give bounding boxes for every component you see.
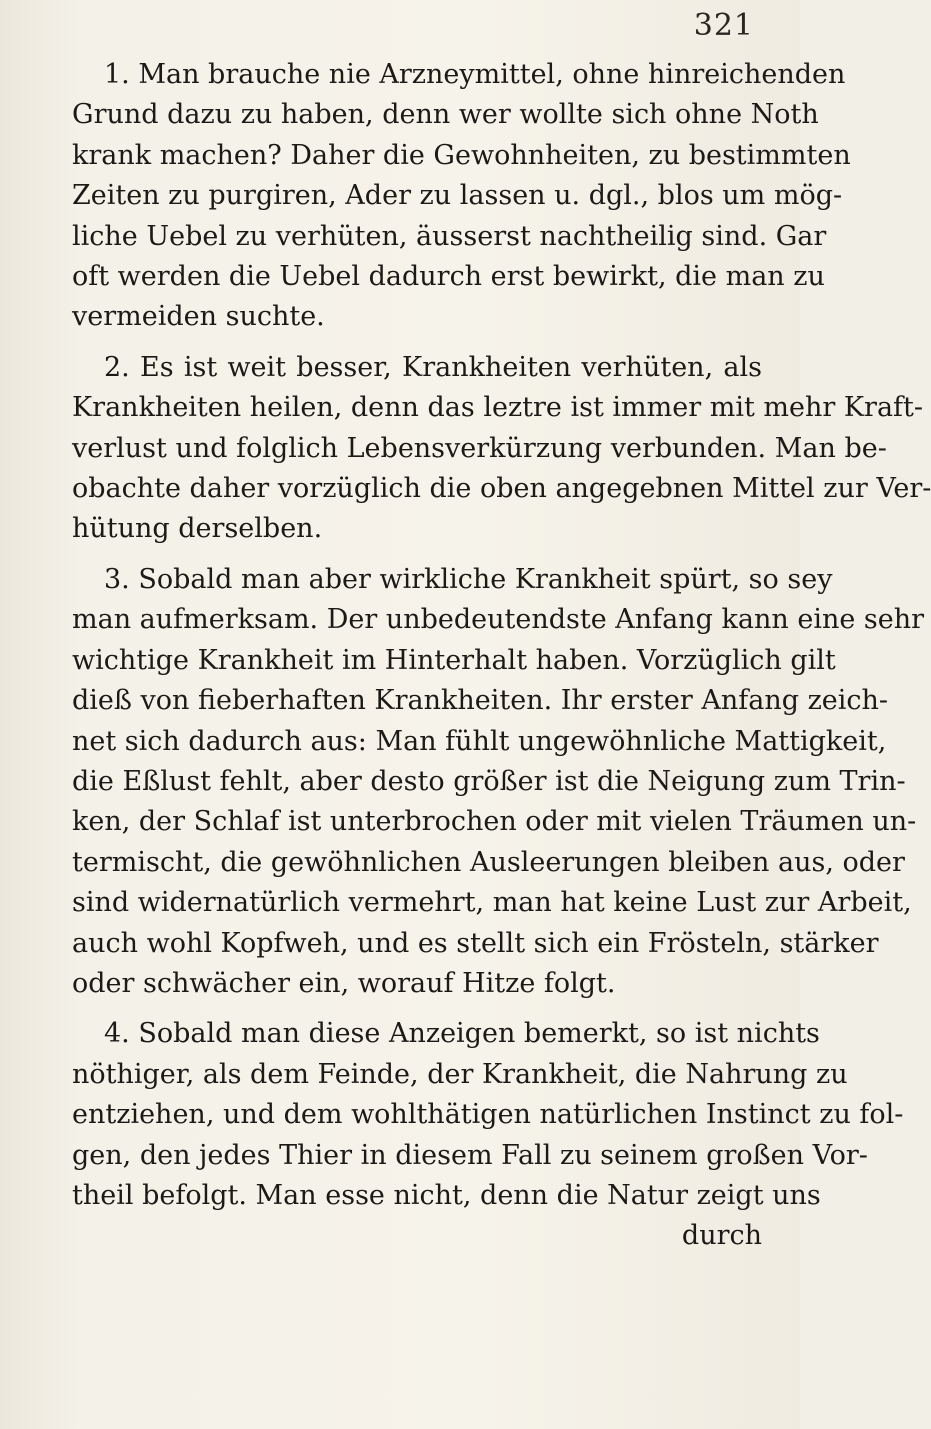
text-line: termischt, die gewöhnlichen Ausleerungen bleiben aus, oder: [72, 846, 905, 878]
text-line: ken, der Schlaf ist unterbrochen oder mit vielen Träumen un-: [72, 806, 917, 838]
text-line: nöthiger, als dem Feinde, der Krankheit, die Nahrung zu: [72, 1058, 848, 1090]
text-line: oft werden die Uebel dadurch erst bewirkt, die man zu: [72, 261, 825, 293]
text-line: obachte daher vorzüglich die oben angegebnen Mittel zur Ver-: [72, 473, 931, 505]
catchword: durch: [681, 1220, 762, 1252]
text-line: theil befolgt. Man esse nicht, denn die Natur zeigt uns: [72, 1179, 821, 1211]
text-line: auch wohl Kopfweh, und es stellt sich ein Frösteln, stärker: [72, 927, 879, 959]
text-line: Krankheiten heilen, denn das leztre ist immer mit mehr Kraft-: [72, 392, 924, 424]
text-line: sind widernatürlich vermehrt, man hat keine Lust zur Arbeit,: [72, 887, 912, 919]
paragraph-3: [72, 560, 925, 1004]
paragraph-4: [72, 1014, 904, 1256]
text-line: 4. Sobald man diese Anzeigen bemerkt, so ist nichts: [104, 1018, 820, 1050]
text-line: gen, den jedes Thier in diesem Fall zu seinem großen Vor-: [72, 1139, 868, 1171]
page-number: 321: [693, 8, 754, 43]
text-line: hütung derselben.: [72, 513, 323, 545]
text-line: Zeiten zu purgiren, Ader zu lassen u. dgl., blos um mög-: [72, 180, 843, 212]
text-line: die Eßlust fehlt, aber desto größer ist die Neigung zum Trin-: [72, 765, 906, 797]
text-line: krank machen? Daher die Gewohnheiten, zu bestimmten: [72, 139, 851, 171]
text-line: verlust und folglich Lebensverkürzung verbunden. Man be-: [72, 432, 887, 464]
text-line: vermeiden suchte.: [72, 301, 325, 333]
text-line: Grund dazu zu haben, denn wer wollte sich ohne Noth: [72, 99, 819, 131]
text-line: oder schwächer ein, worauf Hitze folgt.: [72, 967, 616, 999]
text-line: entziehen, und dem wohlthätigen natürlichen Instinct zu fol-: [72, 1099, 904, 1131]
paragraph-2: [72, 348, 931, 550]
paragraph-1: [72, 55, 851, 338]
text-line: 1. Man brauche nie Arzneymittel, ohne hinreichenden: [104, 59, 846, 90]
text-line: 2. Es ist weit besser, Krankheiten verhüten, als: [104, 351, 762, 383]
text-line: 3. Sobald man aber wirkliche Krankheit spürt, so sey: [104, 563, 833, 595]
text-line: man aufmerksam. Der unbedeutendste Anfang kann eine sehr: [72, 604, 925, 636]
text-line: dieß von fieberhaften Krankheiten. Ihr erster Anfang zeich-: [72, 685, 889, 717]
text-line: liche Uebel zu verhüten, äusserst nachtheilig sind. Gar: [72, 220, 827, 252]
body-text: [72, 55, 931, 1267]
text-line: net sich dadurch aus: Man fühlt ungewöhnliche Mattigkeit,: [72, 725, 887, 757]
text-line: wichtige Krankheit im Hinterhalt haben. Vorzüglich gilt: [72, 644, 836, 676]
